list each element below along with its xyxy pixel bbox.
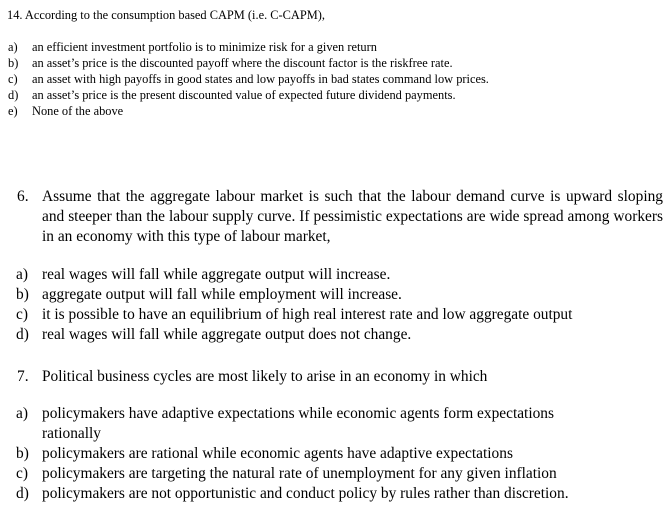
q7-option-b-text: policymakers are rational while economic agents have adaptive expectations — [42, 445, 513, 462]
q7-option-d-text: policymakers are not opportunistic and conduct policy by rules rather than discretion. — [42, 485, 569, 502]
question-14-stem: 14. According to the consumption based CAPM (i.e. C-CAPM), — [7, 8, 326, 22]
q14-option-e-text: None of the above — [32, 104, 124, 118]
q14-option-b-letter: b) — [8, 56, 19, 70]
q6-option-c-letter: c) — [16, 306, 28, 323]
question-6-number: 6. — [17, 188, 29, 205]
q14-option-a-text: an efficient investment portfolio is to minimize risk for a given return — [32, 40, 377, 54]
q14-option-c-letter: c) — [8, 72, 18, 86]
q14-option-b-text: an asset’s price is the discounted payoff where the discount factor is the riskfree rate. — [32, 56, 453, 70]
q6-option-d-letter: d) — [16, 326, 29, 343]
q6-option-b-text: aggregate output will fall while employment will increase. — [42, 286, 402, 303]
q6-option-c-text: it is possible to have an equilibrium of high real interest rate and low aggregate output — [42, 306, 573, 323]
q14-option-d-text: an asset’s price is the present discounted value of expected future dividend payments. — [32, 88, 456, 102]
q7-option-a-text: policymakers have adaptive expectations while economic agents form expectations — [42, 405, 554, 422]
q14-option-c-text: an asset with high payoffs in good states and low payoffs in bad states command low prices. — [32, 72, 489, 86]
q6-option-b-letter: b) — [16, 286, 29, 303]
question-6-stem: Assume that the aggregate labour market is such that the labour demand curve is upward sloping and steeper than the labour supply curve. If pessimistic expectations are wide spread among workers in an economy with this type of labour market, — [42, 188, 663, 245]
q6-option-a-text: real wages will fall while aggregate output will increase. — [42, 266, 391, 283]
q7-option-d-letter: d) — [16, 485, 29, 502]
q14-option-a-letter: a) — [8, 40, 18, 54]
q14-option-d-letter: d) — [8, 88, 19, 102]
q7-option-a-text-continued: rationally — [42, 425, 101, 442]
q7-option-c-letter: c) — [16, 465, 28, 482]
q7-option-c-text: policymakers are targeting the natural rate of unemployment for any given inflation — [42, 465, 557, 482]
q7-option-b-letter: b) — [16, 445, 29, 462]
question-7-stem: Political business cycles are most likely to arise in an economy in which — [42, 368, 488, 385]
q14-option-e-letter: e) — [8, 104, 18, 118]
q6-option-d-text: real wages will fall while aggregate output does not change. — [42, 326, 412, 343]
q7-option-a-letter: a) — [16, 405, 28, 422]
q6-option-a-letter: a) — [16, 266, 28, 283]
question-7-number: 7. — [17, 368, 29, 385]
